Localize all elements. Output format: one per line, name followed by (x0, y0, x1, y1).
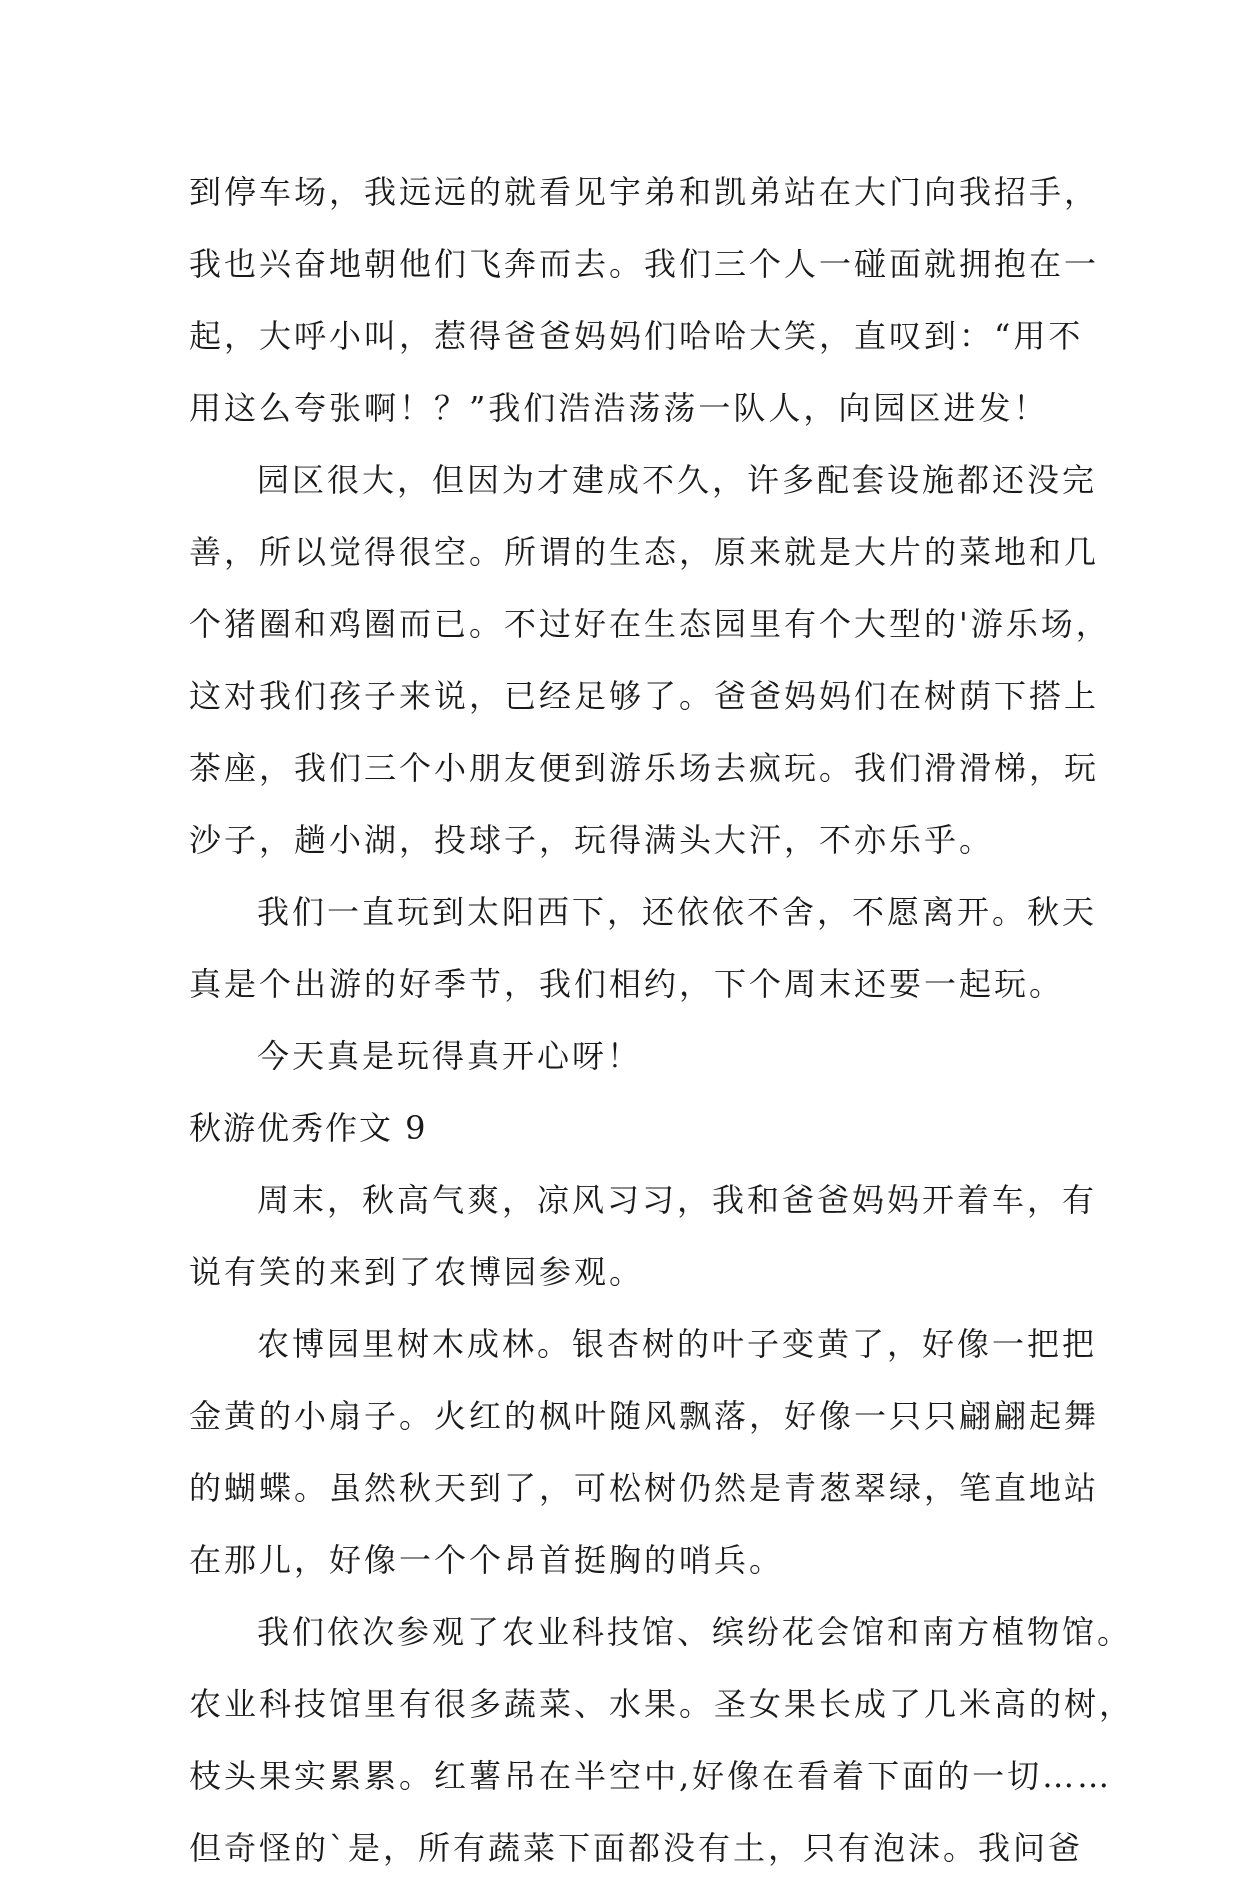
text-line: 这对我们孩子来说，已经足够了。爸爸妈妈们在树荫下搭上 (189, 677, 1100, 715)
text-line: 用这么夸张啊！？”我们浩浩荡荡一队人，向园区进发！ (189, 389, 1049, 427)
paragraph-first-line: 周末，秋高气爽，凉风习习，我和爸爸妈妈开着车，有 (257, 1181, 1098, 1219)
text-line: 农业科技馆里有很多蔬菜、水果。圣女果长成了几米高的树， (189, 1685, 1135, 1723)
text-line: 我也兴奋地朝他们飞奔而去。我们三个人一碰面就拥抱在一 (189, 245, 1100, 283)
document-page (189, 156, 1135, 1884)
text-line: 到停车场，我远远的就看见宇弟和凯弟站在大门向我招手， (189, 173, 1100, 211)
text-line: 的蝴蝶。虽然秋天到了，可松树仍然是青葱翠绿，笔直地站 (189, 1469, 1100, 1507)
text-line: 说有笑的来到了农博园参观。 (189, 1253, 645, 1291)
paragraph-first-line: 我们依次参观了农业科技馆、缤纷花会馆和南方植物馆。 (257, 1613, 1133, 1651)
paragraph-first-line: 我们一直玩到太阳西下，还依依不舍，不愿离开。秋天 (257, 893, 1098, 931)
paragraph-first-line: 今天真是玩得真开心呀！ (257, 1037, 643, 1075)
text-line: 枝头果实累累。红薯吊在半空中,好像在看着下面的一切…… (189, 1757, 1113, 1795)
text-line: 起，大呼小叫，惹得爸爸妈妈们哈哈大笑，直叹到：“用不 (189, 317, 1084, 355)
section-heading: 秋游优秀作文 9 (189, 1109, 428, 1147)
text-line: 但奇怪的`是，所有蔬菜下面都没有土，只有泡沫。我问爸 (189, 1829, 1084, 1867)
text-line: 真是个出游的好季节，我们相约，下个周末还要一起玩。 (189, 965, 1065, 1003)
text-line: 在那儿，好像一个个昂首挺胸的哨兵。 (189, 1541, 785, 1579)
text-line: 茶座，我们三个小朋友便到游乐场去疯玩。我们滑滑梯，玩 (189, 749, 1100, 787)
text-line: 善，所以觉得很空。所谓的生态，原来就是大片的菜地和几 (189, 533, 1100, 571)
text-line: 个猪圈和鸡圈而已。不过好在生态园里有个大型的'游乐场， (189, 605, 1111, 643)
paragraph-first-line: 园区很大，但因为才建成不久，许多配套设施都还没完 (257, 461, 1098, 499)
paragraph-first-line: 农博园里树木成林。银杏树的叶子变黄了，好像一把把 (257, 1325, 1098, 1363)
text-line: 沙子，趟小湖，投球子，玩得满头大汗，不亦乐乎。 (189, 821, 995, 859)
text-line: 金黄的小扇子。火红的枫叶随风飘落，好像一只只翩翩起舞 (189, 1397, 1100, 1435)
